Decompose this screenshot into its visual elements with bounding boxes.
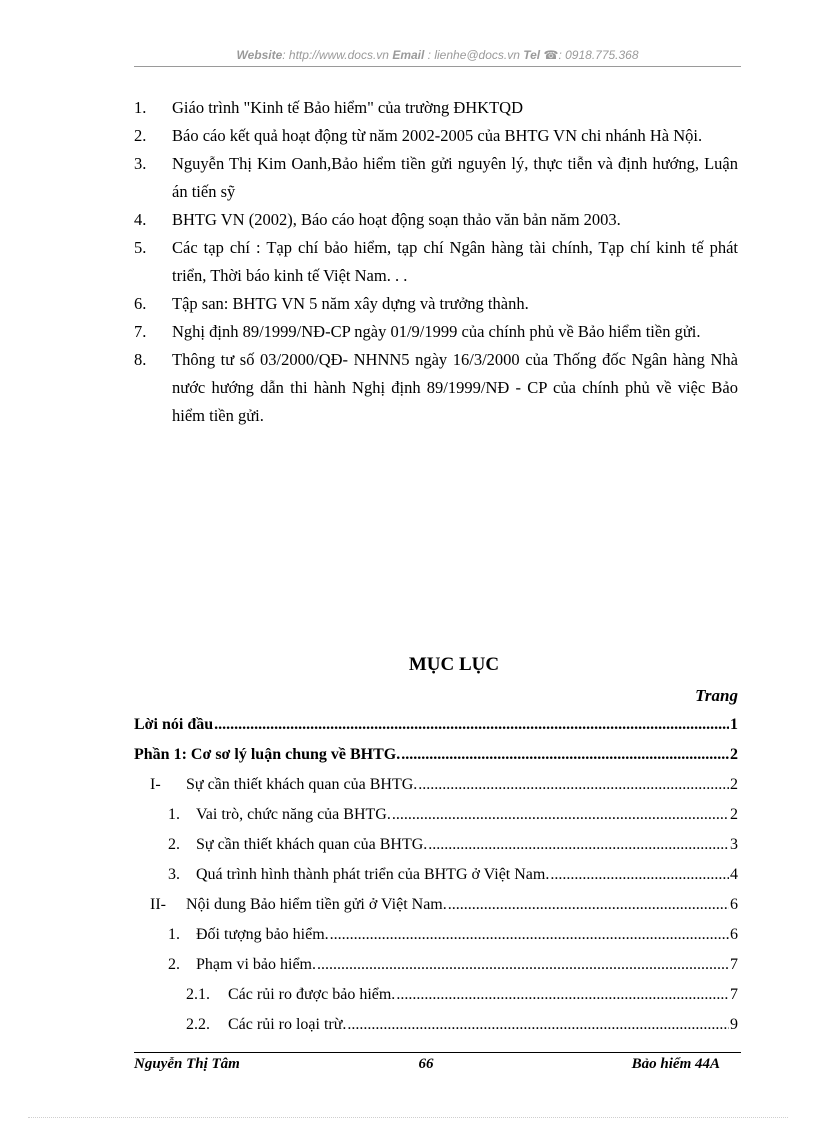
toc-title: MỤC LỤC xyxy=(408,654,500,675)
reference-item xyxy=(134,122,738,150)
toc-dot-leader xyxy=(317,950,729,980)
toc-entry-text: Các rủi ro loại trừ. xyxy=(228,1016,347,1033)
toc-dot-leader xyxy=(428,830,729,860)
toc-entry-text: Phạm vi bảo hiểm. xyxy=(196,956,316,973)
reference-number: 8. xyxy=(134,350,147,369)
toc-dot-leader xyxy=(396,980,729,1010)
reference-item xyxy=(134,206,738,234)
toc-entry xyxy=(134,770,738,800)
toc-entry xyxy=(134,950,738,980)
page-footer xyxy=(134,1056,738,1078)
toc-dot-leader xyxy=(347,1010,729,1040)
page-header xyxy=(134,48,741,62)
toc-dot-leader xyxy=(550,860,729,890)
toc-entry xyxy=(134,890,738,920)
reference-text: Nguyễn Thị Kim Oanh,Bảo hiểm tiền gửi nguyên lý, thực tiễn và định hướng, Luận án tiến sỹ xyxy=(172,154,738,201)
references-list xyxy=(134,94,738,430)
reference-text: Báo cáo kết quả hoạt động từ năm 2002-2005 của BHTG VN chi nhánh Hà Nội. xyxy=(172,126,703,145)
email-label: Email xyxy=(392,48,425,62)
toc-entry-text: Sự cần thiết khách quan của BHTG. xyxy=(196,836,428,853)
email-address: : lienhe@docs.vn xyxy=(427,48,520,62)
toc-entry xyxy=(134,980,738,1010)
toc-dot-leader xyxy=(330,920,729,950)
reference-text: Các tạp chí : Tạp chí bảo hiểm, tạp chí Ngân hàng tài chính, Tạp chí kinh tế phát triển, Thời báo kinh tế Việt Nam. . . xyxy=(172,238,738,285)
toc-page-number: 2 xyxy=(730,776,738,793)
reference-text: Thông tư số 03/2000/QĐ- NHNN5 ngày 16/3/2000 của Thống đốc Ngân hàng Nhà nước hướng dẫn thi hành Nghị định 89/1999/NĐ - CP của chính phủ về việc Bảo hiểm tiền gửi. xyxy=(172,350,738,425)
toc-dot-leader xyxy=(401,740,729,770)
tel-number: : 0918.775.368 xyxy=(558,48,639,62)
toc-page-number: 4 xyxy=(730,866,738,883)
toc-dot-leader xyxy=(392,800,729,830)
reference-text: Giáo trình "Kinh tế Bảo hiểm" của trường ĐHKTQD xyxy=(172,98,523,117)
footer-page-number: 66 xyxy=(418,1056,434,1072)
toc-page-number: 2 xyxy=(730,746,738,763)
page-edge-divider xyxy=(28,1117,788,1118)
toc-entry-label: II- xyxy=(150,896,166,913)
reference-number: 3. xyxy=(134,154,147,173)
toc-page-number: 6 xyxy=(730,926,738,943)
toc-page-number: 9 xyxy=(730,1016,738,1033)
reference-number: 5. xyxy=(134,238,147,257)
toc-page-number: 6 xyxy=(730,896,738,913)
toc-dot-leader xyxy=(448,890,729,920)
toc-entry-label: 2. xyxy=(168,836,180,853)
reference-number: 4. xyxy=(134,210,147,229)
toc-entry-label: 2.2. xyxy=(186,1016,210,1033)
footer-divider xyxy=(134,1052,741,1053)
toc-page-number: 7 xyxy=(730,956,738,973)
toc-entry-label: 2.1. xyxy=(186,986,210,1003)
toc-entry-text: Nội dung Bảo hiểm tiền gửi ở Việt Nam. xyxy=(186,896,447,913)
toc-entry-label: 2. xyxy=(168,956,180,973)
toc-entry xyxy=(134,800,738,830)
reference-text: BHTG VN (2002), Báo cáo hoạt động soạn thảo văn bản năm 2003. xyxy=(172,210,621,229)
tel-label: Tel xyxy=(523,48,541,62)
toc-page-number: 3 xyxy=(730,836,738,853)
reference-number: 2. xyxy=(134,126,147,145)
toc-dot-leader xyxy=(214,710,729,740)
toc-entry-label: I- xyxy=(150,776,161,793)
reference-item xyxy=(134,290,738,318)
toc-entry-text: Phần 1: Cơ sơ lý luận chung về BHTG. xyxy=(134,746,401,763)
reference-item xyxy=(134,346,738,430)
toc-entry-text: Vai trò, chức năng của BHTG. xyxy=(196,806,391,823)
toc-dot-leader xyxy=(418,770,729,800)
toc-entry-text: Sự cần thiết khách quan của BHTG. xyxy=(186,776,418,793)
table-of-contents xyxy=(134,710,738,1040)
toc-entry xyxy=(134,920,738,950)
toc-entry-text: Các rủi ro được bảo hiểm. xyxy=(228,986,396,1003)
phone-icon: ☎ xyxy=(543,48,559,62)
reference-number: 7. xyxy=(134,322,147,341)
header-divider xyxy=(134,66,741,67)
toc-page-number: 7 xyxy=(730,986,738,1003)
reference-text: Nghị định 89/1999/NĐ-CP ngày 01/9/1999 của chính phủ về Bảo hiểm tiền gửi. xyxy=(172,322,701,341)
reference-number: 6. xyxy=(134,294,147,313)
reference-text: Tập san: BHTG VN 5 năm xây dựng và trưởng thành. xyxy=(172,294,529,313)
toc-entry xyxy=(134,1010,738,1040)
toc-entry-text: Quá trình hình thành phát triển của BHTG ở Việt Nam. xyxy=(196,866,550,883)
toc-entry xyxy=(134,860,738,890)
toc-entry xyxy=(134,710,738,740)
reference-item xyxy=(134,94,738,122)
toc-entry-label: 1. xyxy=(168,806,180,823)
toc-entry-label: 1. xyxy=(168,926,180,943)
footer-author: Nguyễn Thị Tâm xyxy=(134,1056,240,1072)
toc-page-header: Trang xyxy=(695,686,738,705)
reference-item xyxy=(134,318,738,346)
website-url: : http://www.docs.vn xyxy=(282,48,389,62)
reference-item xyxy=(134,234,738,290)
website-label: Website xyxy=(236,48,283,62)
toc-page-number: 2 xyxy=(730,806,738,823)
reference-item xyxy=(134,150,738,206)
toc-page-number: 1 xyxy=(730,716,738,733)
footer-class: Bảo hiểm 44A xyxy=(631,1056,720,1072)
toc-entry xyxy=(134,740,738,770)
toc-entry xyxy=(134,830,738,860)
toc-entry-text: Đối tượng bảo hiểm. xyxy=(196,926,329,943)
reference-number: 1. xyxy=(134,98,147,117)
toc-entry-label: 3. xyxy=(168,866,180,883)
toc-entry-text: Lời nói đầu xyxy=(134,716,214,733)
